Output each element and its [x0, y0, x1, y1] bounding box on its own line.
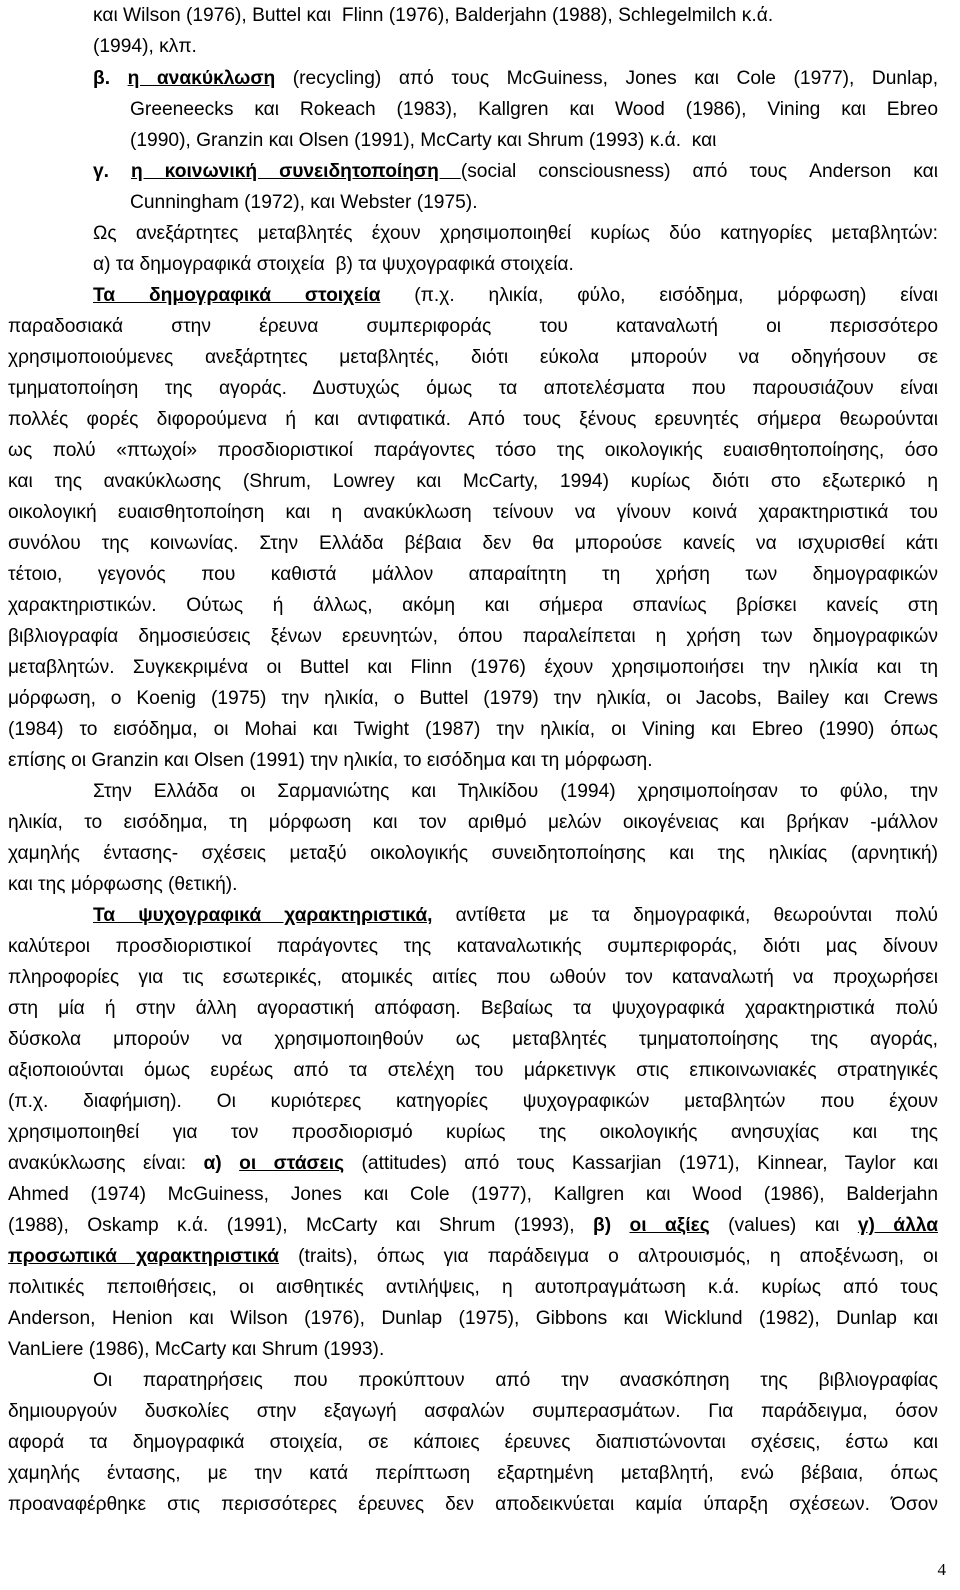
text-run: Στην Ελλάδα οι Σαρμανιώτης και Τηλικίδου (1994) χρησιμοποίησαν το φύλο, την: [93, 781, 938, 802]
text-line: [8, 964, 938, 992]
text-run: Ως ανεξάρτητες μεταβλητές έχουν χρησιμοποιηθεί κυρίως δύο κατηγορίες μεταβλητών:: [93, 223, 938, 244]
text-line: [8, 499, 938, 527]
text-run: ανακύκλωσης είναι:: [8, 1153, 204, 1174]
text-run: (values) και: [709, 1215, 858, 1236]
text-line: [8, 1243, 938, 1271]
text-run: τέτοιο, γεγονός που καθιστά μάλλον απαραίτητη τη χρήση των δημογραφικών: [8, 564, 938, 585]
text-run: πληροφορίες για τις εσωτερικές, ατομικές αιτίες που ωθούν τον καταναλωτή να προχωρήσει: [8, 967, 938, 988]
text-run: χρησιμοποιούμενες ανεξάρτητες μεταβλητές, διότι εύκολα μπορούν να οδηγήσουν σε: [8, 347, 938, 368]
underlined-heading: Τα ψυχογραφικά χαρακτηριστικά,: [93, 905, 433, 926]
underlined-heading: η κοινωνική συνειδητοποίηση: [130, 161, 461, 182]
text-line: [93, 1367, 938, 1395]
text-line: [8, 406, 938, 434]
text-line: [8, 809, 938, 837]
text-line: [93, 220, 938, 248]
text-run: οικολογική ευαισθητοποίηση και η ανακύκλωση τείνουν να γίνουν κοινά χαρακτηριστικά του: [8, 502, 938, 523]
text-run: προαναφέρθηκε στις περισσότερες έρευνες δεν αποδεικνύεται καμία ύπαρξη σχέσεων. Όσον: [8, 1494, 938, 1515]
text-run: ως πολύ «πτωχοί» προσδιοριστικοί παράγοντες τόσο της οικολογικής ευαισθητοποίησης, όσο: [8, 440, 938, 461]
underlined-heading: Τα δημογραφικά στοιχεία: [93, 285, 381, 306]
text-line: [8, 871, 237, 899]
text-run: Anderson, Henion και Wilson (1976), Dunlap (1975), Gibbons και Wicklund (1982), Dunlap και: [8, 1308, 938, 1329]
text-line: [93, 65, 938, 93]
text-run: δύσκολα μπορούν να χρησιμοποιηθούν ως μεταβλητές τμηματοποίησης της αγοράς,: [8, 1029, 938, 1050]
text-run: στη μία ή στην άλλη αγοραστική απόφαση. Βεβαίως τα ψυχογραφικά χαρακτηριστικά πολύ: [8, 998, 938, 1019]
text-run: αξιοποιούνται όμως ευρέως από τα στελέχη του μάρκετινγκ στις επικοινωνιακές στρατηγικές: [8, 1060, 938, 1081]
text-run: (1988), Oskamp κ.ά. (1991), McCarty και Shrum (1993),: [8, 1215, 593, 1236]
text-run: χαμηλής έντασης- σχέσεις μεταξύ οικολογικής συνειδητοποίησης και της ηλικίας (αρνητική): [8, 843, 938, 864]
text-line: [8, 654, 938, 682]
text-line: [8, 1212, 938, 1240]
text-run: Ahmed (1974) McGuiness, Jones και Cole (1977), Kallgren και Wood (1986), Balderjahn: [8, 1184, 938, 1205]
text-run: μεταβλητών. Συγκεκριμένα οι Buttel και Flinn (1976) έχουν χρησιμοποιήσει την ηλικία και τη: [8, 657, 938, 678]
text-line: [130, 189, 478, 217]
text-run: επίσης οι Granzin και Olsen (1991) την ηλικία, το εισόδημα και τη μόρφωση.: [8, 750, 653, 771]
text-line: [8, 1119, 938, 1147]
page-number: 4: [937, 1560, 946, 1579]
text-run: δημιουργούν δυσκολίες στην εξαγωγή ασφαλών συμπερασμάτων. Για παράδειγμα, όσον: [8, 1401, 938, 1422]
text-run: καλύτεροι προσδιοριστικοί παράγοντες της καταναλωτικής συμπεριφοράς, διότι μας δίνουν: [8, 936, 938, 957]
text-line: [93, 902, 938, 930]
text-run: πολιτικές πεποιθήσεις, οι αισθητικές αντιλήψεις, η αυτοπραγμάτωση κ.ά. κυρίως από τους: [8, 1277, 938, 1298]
text-line: [93, 33, 197, 61]
text-run: (attitudes) από τους Kassarjian (1971), Kinnear, Taylor και: [344, 1153, 938, 1174]
text-run: πολλές φορές διφορούμενα ή και αντιφατικά. Από τους ξένους ερευνητές σήμερα θεωρούνται: [8, 409, 938, 430]
text-line: [8, 1026, 938, 1054]
text-line: [8, 468, 938, 496]
text-run: και Wilson (1976), Buttel και Flinn (1976), Balderjahn (1988), Schlegelmilch κ.ά.: [93, 5, 774, 26]
text-line: [8, 344, 938, 372]
underlined-heading: γ) άλλα: [857, 1215, 938, 1236]
underlined-heading: οι αξίες: [629, 1215, 710, 1236]
text-line: [8, 592, 938, 620]
text-run: (1994), κλπ.: [93, 36, 197, 57]
text-line: [8, 437, 938, 465]
text-line: [8, 747, 653, 775]
text-line: [8, 313, 938, 341]
text-run: τμηματοποίηση της αγοράς. Δυστυχώς όμως τα αποτελέσματα που παρουσιάζουν είναι: [8, 378, 938, 399]
text-run: χρησιμοποιηθεί για τον προσδιορισμό κυρίως της οικολογικής ανησυχίας και της: [8, 1122, 938, 1143]
text-line: [8, 1429, 938, 1457]
text-run: χαμηλής έντασης, με την κατά περίπτωση εξαρτημένη μεταβλητή, ενώ βέβαια, όπως: [8, 1463, 938, 1484]
text-run: συνόλου της κοινωνίας. Στην Ελλάδα βέβαια δεν θα μπορούσε κανείς να ισχυρισθεί κάτι: [8, 533, 938, 554]
text-run: α): [203, 1153, 240, 1174]
text-line: [8, 1088, 938, 1116]
text-line: [8, 995, 938, 1023]
text-run: (recycling) από τους McGuiness, Jones και Cole (1977), Dunlap,: [275, 68, 938, 89]
text-line: [8, 375, 938, 403]
text-run: μόρφωση, ο Koenig (1975) την ηλικία, ο Buttel (1979) την ηλικία, οι Jacobs, Bailey και Crews: [8, 688, 938, 709]
text-line: [8, 1336, 384, 1364]
text-run: α) τα δημογραφικά στοιχεία β) τα ψυχογραφικά στοιχεία.: [93, 254, 574, 275]
text-line: [8, 716, 938, 744]
text-line: [8, 1460, 938, 1488]
text-line: [8, 840, 938, 868]
underlined-heading: η ανακύκλωση: [127, 68, 276, 89]
text-run: γ.: [93, 161, 131, 182]
text-run: (1984) το εισόδημα, οι Mohai και Twight (1987) την ηλικία, οι Vining και Ebreo (1990) όπως: [8, 719, 938, 740]
text-line: [8, 623, 938, 651]
text-line: [8, 1398, 938, 1426]
text-line: [93, 282, 938, 310]
text-run: (1990), Granzin και Olsen (1991), McCarty και Shrum (1993) κ.ά. και: [130, 130, 717, 151]
text-line: [8, 1150, 938, 1178]
text-run: (π.χ. ηλικία, φύλο, εισόδημα, μόρφωση) είναι: [380, 285, 938, 306]
text-line: [8, 1181, 938, 1209]
text-line: [8, 685, 938, 713]
text-line: [8, 561, 938, 589]
underlined-heading: οι στάσεις: [239, 1153, 345, 1174]
text-run: ηλικία, το εισόδημα, τη μόρφωση και τον αριθμό μελών οικογένειας και βρήκαν -μάλλον: [8, 812, 938, 833]
text-line: [8, 1491, 938, 1519]
text-run: βιβλιογραφία δημοσιεύσεις ξένων ερευνητών, όπου παραλείπεται η χρήση των δημογραφικών: [8, 626, 938, 647]
text-run: αφορά τα δημογραφικά στοιχεία, σε κάποιες έρευνες διαπιστώνονται σχέσεις, έστω και: [8, 1432, 938, 1453]
text-run: παραδοσιακά στην έρευνα συμπεριφοράς του καταναλωτή οι περισσότερο: [8, 316, 938, 337]
text-run: (social consciousness) από τους Anderson και: [460, 161, 938, 182]
text-run: και της μόρφωσης (θετική).: [8, 874, 238, 895]
text-line: [8, 1274, 938, 1302]
text-run: Greeneecks και Rokeach (1983), Kallgren και Wood (1986), Vining και Ebreo: [130, 99, 938, 120]
text-run: και της ανακύκλωσης (Shrum, Lowrey και McCarty, 1994) κυρίως διότι στο εξωτερικό η: [8, 471, 938, 492]
text-line: [130, 96, 938, 124]
text-run: (traits), όπως για παράδειγμα ο αλτρουισμός, η αποξένωση, οι: [278, 1246, 938, 1267]
text-line: [130, 127, 716, 155]
text-line: [93, 2, 773, 30]
text-run: χαρακτηριστικών. Ούτως ή άλλως, ακόμη και σήμερα σπανίως βρίσκει κανείς στη: [8, 595, 938, 616]
underlined-heading: προσωπικά χαρακτηριστικά: [8, 1246, 279, 1267]
text-line: [8, 1057, 938, 1085]
text-line: [93, 158, 938, 186]
text-run: Οι παρατηρήσεις που προκύπτουν από την ανασκόπηση της βιβλιογραφίας: [93, 1370, 938, 1391]
text-run: Cunningham (1972), και Webster (1975).: [130, 192, 478, 213]
text-line: [8, 530, 938, 558]
text-run: (π.χ. διαφήμιση). Οι κυριότερες κατηγορίες ψυχογραφικών μεταβλητών που έχουν: [8, 1091, 938, 1112]
text-line: [8, 1305, 938, 1333]
text-line: [8, 933, 938, 961]
text-run: β): [592, 1215, 630, 1236]
text-line: [93, 251, 574, 279]
text-run: β.: [93, 68, 128, 89]
text-run: αντίθετα με τα δημογραφικά, θεωρούνται πολύ: [432, 905, 938, 926]
text-line: [93, 778, 938, 806]
text-run: VanLiere (1986), McCarty και Shrum (1993).: [8, 1339, 385, 1360]
